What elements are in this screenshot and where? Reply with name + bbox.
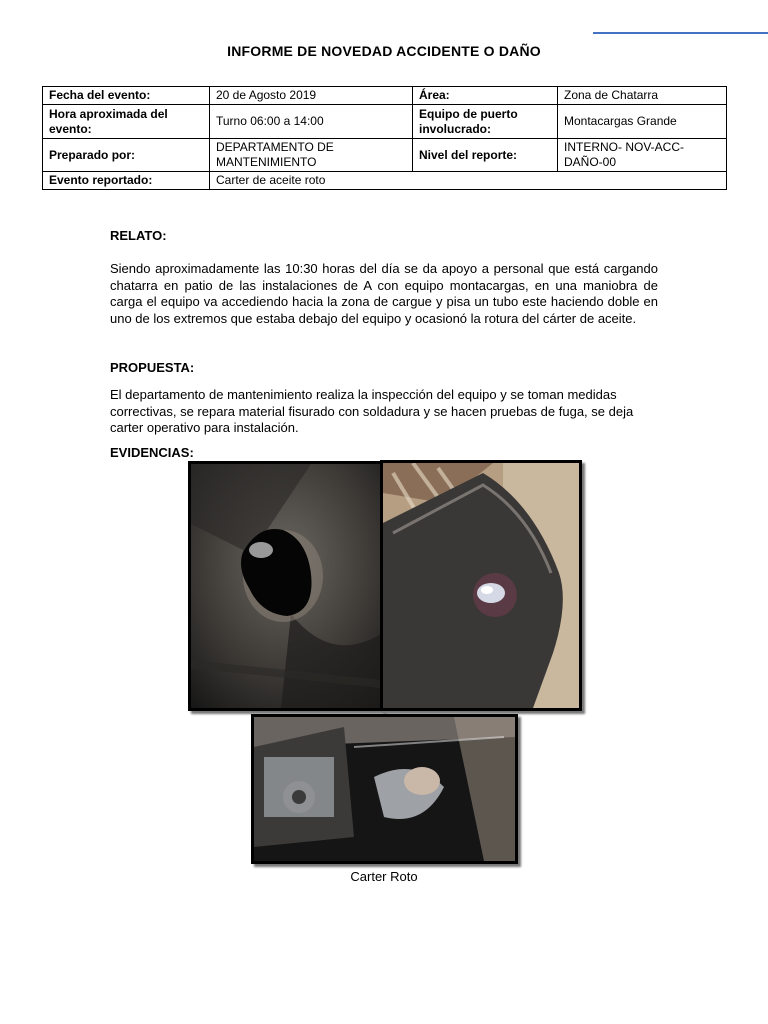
area-value: Zona de Chatarra	[558, 87, 727, 105]
hora-label: Hora aproximada del evento:	[43, 105, 210, 139]
table-row	[43, 87, 727, 105]
evidence-photo-interior	[251, 714, 518, 864]
nivel-value: INTERNO- NOV-ACC-DAÑO-00	[558, 139, 727, 172]
propuesta-text: El departamento de mantenimiento realiza la inspección del equipo y se toman medidas correctivas, se repara material fisurado con soldadura y se hacen pruebas de fuga, se deja carter operativo para instalación.	[110, 387, 634, 435]
header-rule	[593, 32, 768, 34]
evidence-photo-weld	[380, 460, 582, 711]
preparado-value: DEPARTAMENTO DE MANTENIMIENTO	[210, 139, 413, 172]
fecha-label: Fecha del evento:	[43, 87, 210, 105]
nivel-label: Nivel del reporte:	[413, 139, 558, 172]
equipo-label: Equipo de puerto involucrado:	[413, 105, 558, 139]
evidencias-heading: EVIDENCIAS:	[110, 445, 194, 460]
relato-text: Siendo aproximadamente las 10:30 horas del día se da apoyo a personal que está cargando chatarra en patio de las instalaciones de A con equipo montacargas, en una maniobra de carga el equipo va accediendo hacia la zona de cargue y pisa un tubo este haciendo doble en uno de los extremos que estaba debajo del equipo y ocasionó la rotura del cárter de aceite.	[110, 261, 658, 326]
photo-caption: Carter Roto	[350, 869, 418, 884]
evento-label: Evento reportado:	[43, 172, 210, 190]
equipo-value: Montacargas Grande	[558, 105, 727, 139]
table-row	[43, 139, 727, 172]
evento-value: Carter de aceite roto	[210, 172, 727, 190]
hora-value: Turno 06:00 a 14:00	[210, 105, 413, 139]
area-label: Área:	[413, 87, 558, 105]
fecha-value: 20 de Agosto 2019	[210, 87, 413, 105]
evidence-photo-hole	[188, 461, 384, 711]
propuesta-heading: PROPUESTA:	[110, 360, 195, 375]
table-row	[43, 172, 727, 190]
report-title: INFORME DE NOVEDAD ACCIDENTE O DAÑO	[227, 43, 541, 59]
preparado-label: Preparado por:	[43, 139, 210, 172]
relato-heading: RELATO:	[110, 228, 167, 243]
table-row	[43, 105, 727, 139]
event-info-table	[42, 86, 727, 190]
